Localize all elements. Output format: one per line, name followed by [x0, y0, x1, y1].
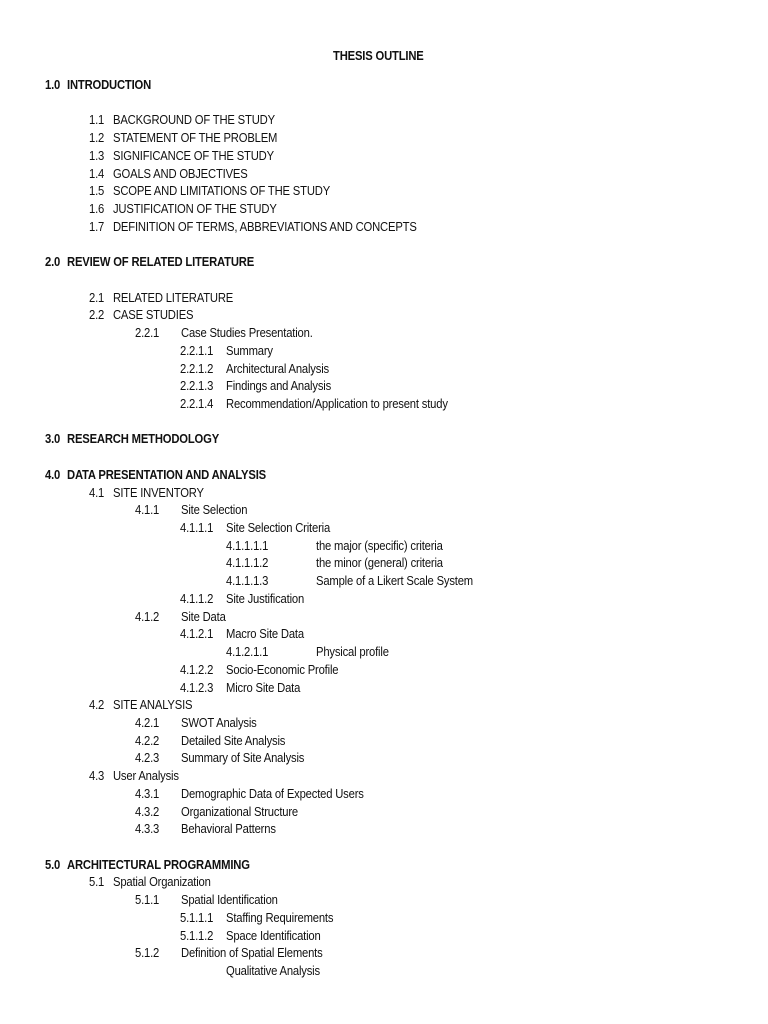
outline-number: 1.3 [89, 148, 105, 163]
outline-text: RELATED LITERATURE [112, 290, 234, 305]
outline-text: Case Studies Presentation. [180, 326, 313, 341]
subsection-item [89, 698, 192, 713]
outline-text: Architectural Analysis [225, 361, 329, 376]
outline-number: 1.0 [45, 78, 61, 92]
outline-text: GOALS AND OBJECTIVES [112, 166, 248, 181]
sub-subsection-item [135, 822, 276, 837]
outline-number: 4.1.1.1.2 [226, 556, 269, 571]
outline-text: ARCHITECTURAL PROGRAMMING [66, 857, 250, 872]
outline-text: INTRODUCTION [66, 78, 152, 92]
outline-number: 4.3 [89, 769, 105, 784]
outline-text: SCOPE AND LIMITATIONS OF THE STUDY [112, 184, 331, 199]
outline-text: Micro Site Data [225, 680, 301, 695]
outline-number: 4.0 [45, 467, 61, 482]
outline-number: 4.1.2.1.1 [226, 645, 269, 659]
outline-number: 4.2.1 [135, 715, 160, 730]
outline-number: 2.2.1 [135, 326, 160, 341]
outline-number: 4.1.2.2 [180, 662, 214, 677]
outline-text: STATEMENT OF THE PROBLEM [112, 131, 278, 146]
outline-number: 1.5 [89, 184, 105, 199]
outline-text: Site Data [180, 609, 226, 624]
subsection-item [89, 769, 179, 784]
outline-number: 2.0 [45, 255, 61, 270]
outline-number: 4.1.1.1.3 [226, 574, 269, 589]
outline-text: Summary of Site Analysis [180, 751, 305, 766]
sub-subsection-item [135, 893, 278, 908]
outline-number: 4.3.3 [135, 822, 160, 837]
outline-number: 4.1.1 [135, 503, 160, 518]
outline-text: Recommendation/Application to present study [225, 397, 448, 411]
subsection-item [89, 149, 274, 164]
outline-text: SIGNIFICANCE OF THE STUDY [112, 148, 274, 163]
outline-text: Site Selection Criteria [225, 521, 331, 535]
outline-number: 5.1.2 [135, 946, 160, 961]
outline-text: RESEARCH METHODOLOGY [66, 432, 220, 447]
subsection-item [89, 486, 204, 501]
outline-text: CASE STUDIES [112, 308, 194, 323]
level-4-item [180, 344, 273, 359]
subsection-item [89, 875, 211, 890]
outline-number: 2.2 [89, 308, 105, 323]
section-heading [45, 468, 266, 483]
subsection-item [89, 131, 277, 146]
level-4-item [180, 681, 300, 696]
outline-number: 4.1.1.1 [180, 521, 214, 535]
outline-number: 5.0 [45, 857, 61, 872]
subsection-item [89, 220, 417, 235]
outline-text: Spatial Identification [180, 893, 278, 908]
outline-text: SITE INVENTORY [112, 485, 204, 500]
outline-text: Physical profile [316, 645, 389, 659]
sub-subsection-item [135, 716, 257, 731]
outline-number: 5.1.1.2 [180, 928, 214, 943]
sub-subsection-item [135, 326, 313, 341]
outline-number: 1.4 [89, 166, 105, 181]
outline-text: Sample of a Likert Scale System [316, 574, 473, 589]
subsection-item [89, 202, 277, 217]
level-4-item [180, 627, 304, 642]
level-4-item [180, 379, 331, 394]
outline-number: 1.6 [89, 202, 105, 216]
outline-number: 2.1 [89, 290, 105, 305]
outline-text: Behavioral Patterns [180, 822, 276, 837]
outline-number: 2.2.1.1 [180, 343, 214, 358]
outline-number: 4.2 [89, 698, 105, 713]
sub-subsection-item [135, 503, 247, 518]
subsection-item [89, 308, 193, 323]
outline-text: Detailed Site Analysis [180, 733, 286, 748]
sub-subsection-item [135, 946, 323, 961]
outline-text: Macro Site Data [225, 627, 304, 642]
document-title: THESIS OUTLINE [333, 49, 424, 63]
outline-number: 4.1.2.1 [180, 627, 214, 642]
subsection-item [89, 113, 275, 128]
sub-subsection-item [135, 734, 285, 749]
outline-number: 1.7 [89, 219, 105, 234]
outline-number: 4.1.2 [135, 609, 160, 624]
outline-text: SITE ANALYSIS [112, 698, 193, 713]
outline-text: Organizational Structure [180, 804, 298, 819]
level-5-item [226, 645, 389, 660]
outline-text: the major (specific) criteria [316, 538, 443, 553]
outline-text: DEFINITION OF TERMS, ABBREVIATIONS AND CONCEPTS [112, 219, 417, 234]
sub-subsection-item [135, 751, 304, 766]
outline-number: 3.0 [45, 432, 61, 447]
outline-text: BACKGROUND OF THE STUDY [112, 113, 275, 128]
outline-text: Site Justification [225, 591, 305, 606]
section-heading [45, 78, 151, 93]
sub-subsection-item [135, 787, 364, 802]
level-5-item [226, 574, 473, 589]
level-5-item [226, 539, 443, 554]
outline-number: 4.3.2 [135, 804, 160, 819]
outline-text: Space Identification [225, 928, 321, 943]
outline-text: SWOT Analysis [180, 715, 257, 730]
subsection-item [89, 291, 233, 306]
outline-number: 2.2.1.2 [180, 361, 214, 376]
sub-subsection-item [135, 610, 226, 625]
section-heading [45, 255, 254, 270]
outline-text: Site Selection [180, 503, 248, 518]
level-4-item [180, 663, 338, 678]
outline-text: Qualitative Analysis [225, 964, 320, 978]
sub-subsection-item [135, 805, 298, 820]
outline-number: 4.1.2.3 [180, 680, 214, 695]
outline-number: 2.2.1.3 [180, 379, 214, 394]
level-4-item [180, 911, 333, 926]
outline-number: 4.2.3 [135, 751, 160, 766]
outline-text: the minor (general) criteria [316, 556, 443, 571]
outline-text: Demographic Data of Expected Users [180, 786, 364, 801]
level-5-item [226, 556, 443, 571]
outline-number: 5.1 [89, 875, 105, 890]
outline-text: User Analysis [112, 769, 179, 784]
outline-number: 4.1 [89, 485, 105, 500]
level-4-item [180, 929, 321, 944]
outline-number: 1.2 [89, 131, 105, 146]
section-heading [45, 432, 219, 447]
outline-text: Findings and Analysis [225, 379, 332, 394]
outline-text: Socio-Economic Profile [225, 662, 339, 677]
outline-number: 4.3.1 [135, 786, 160, 801]
outline-number: 4.2.2 [135, 733, 160, 748]
level-4-item [180, 521, 330, 536]
outline-number: 4.1.1.1.1 [226, 538, 269, 553]
outline-number: 5.1.1.1 [180, 910, 214, 925]
outline-text: JUSTIFICATION OF THE STUDY [112, 202, 277, 216]
outline-number: 2.2.1.4 [180, 397, 214, 411]
outline-text: Summary [225, 343, 273, 358]
outline-text: Definition of Spatial Elements [180, 946, 323, 961]
level-4-item [180, 964, 320, 979]
outline-text: Staffing Requirements [225, 910, 334, 925]
level-4-item [180, 362, 329, 377]
subsection-item [89, 167, 248, 182]
outline-number: 5.1.1 [135, 893, 160, 908]
subsection-item [89, 184, 330, 199]
outline-text: REVIEW OF RELATED LITERATURE [66, 255, 255, 270]
outline-number: 4.1.1.2 [180, 591, 214, 606]
outline-text: Spatial Organization [112, 875, 211, 890]
outline-text: DATA PRESENTATION AND ANALYSIS [66, 467, 266, 482]
level-4-item [180, 397, 448, 412]
outline-number: 1.1 [89, 113, 105, 128]
level-4-item [180, 592, 304, 607]
section-heading [45, 858, 250, 873]
